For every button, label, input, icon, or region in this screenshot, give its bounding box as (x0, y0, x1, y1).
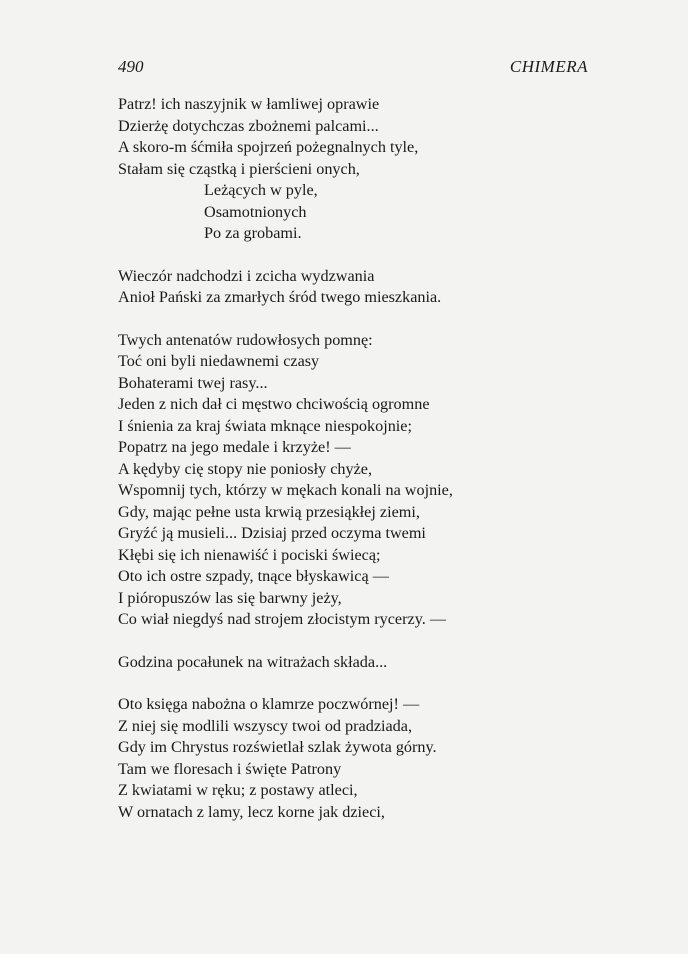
running-title: CHIMERA (509, 57, 588, 76)
poem-line: Patrz! ich naszyjnik w łamliwej oprawie (118, 95, 380, 113)
poem-line: Bohaterami twej rasy... (118, 373, 268, 392)
poem-line: Gdy im Chrystus rozświetlał szlak żywota górny. (118, 738, 437, 756)
poem-line: Po za grobami. (204, 224, 302, 242)
poem-line: Osamotnionych (204, 202, 307, 221)
poem-line: Jeden z nich dał ci męstwo chciwością ogromne (118, 395, 430, 413)
poem-line: Tam we floresach i święte Patrony (118, 759, 342, 778)
poem-line: Oto księga nabożna o klamrze poczwórnej! — (118, 695, 420, 713)
stanza (118, 652, 558, 674)
poem-line: Twych antenatów rudowłosych pomnę: (118, 330, 373, 349)
stanza (118, 94, 558, 245)
poem-line: Godzina pocałunek na witrażach składa... (118, 652, 388, 671)
poem-line: Toć oni byli niedawnemi czasy (118, 352, 320, 370)
poem-line: Co wiał niegdyś nad strojem złocistym rycerzy. — (118, 610, 447, 628)
page-number: 490 (118, 57, 144, 76)
stanza-gap (118, 631, 558, 652)
poem-line: Leżących w pyle, (204, 181, 318, 199)
poem-line: I pióropuszów las się barwny jeży, (118, 588, 342, 607)
poem-line: Z kwiatami w ręku; z postawy atleci, (118, 781, 358, 799)
poem-line: A skoro-m śćmiła spojrzeń pożegnalnych tyle, (118, 138, 419, 156)
poem-body (118, 94, 558, 823)
stanza (118, 694, 558, 823)
stanza-gap (118, 673, 558, 694)
stanza-gap (118, 309, 558, 330)
poem-line: Dzierżę dotychczas zbożnemi palcami... (118, 116, 379, 135)
poem-line: Wspomnij tych, którzy w mękach konali na wojnie, (118, 481, 453, 499)
poem-line: A kędyby cię stopy nie poniosły chyże, (118, 459, 373, 478)
stanza-gap (118, 245, 558, 266)
poem-line: Gryźć ją musieli... Dzisiaj przed oczyma twemi (118, 524, 426, 542)
poem-line: Anioł Pański za zmarłych śród twego mieszkania. (118, 288, 442, 306)
page-header (118, 57, 588, 81)
poem-line: Gdy, mając pełne usta krwią przesiąkłej ziemi, (118, 502, 420, 521)
poem-line: Stałam się cząstką i pierścieni onych, (118, 159, 360, 178)
poem-line: Popatrz na jego medale i krzyże! — (118, 438, 351, 456)
poem-line: W ornatach z lamy, lecz korne jak dzieci, (118, 802, 385, 821)
poem-line: Z niej się modlili wszyscy twoi od pradziada, (118, 716, 413, 735)
poem-line: Kłębi się ich nienawiść i pociski świecą; (118, 545, 381, 564)
poem-line: I śnienia za kraj świata mknące niespokojnie; (118, 416, 412, 435)
stanza (118, 330, 558, 631)
poem-line: Oto ich ostre szpady, tnące błyskawicą — (118, 567, 389, 585)
poem-line: Wieczór nadchodzi i zcicha wydzwania (118, 266, 375, 285)
stanza (118, 266, 558, 309)
